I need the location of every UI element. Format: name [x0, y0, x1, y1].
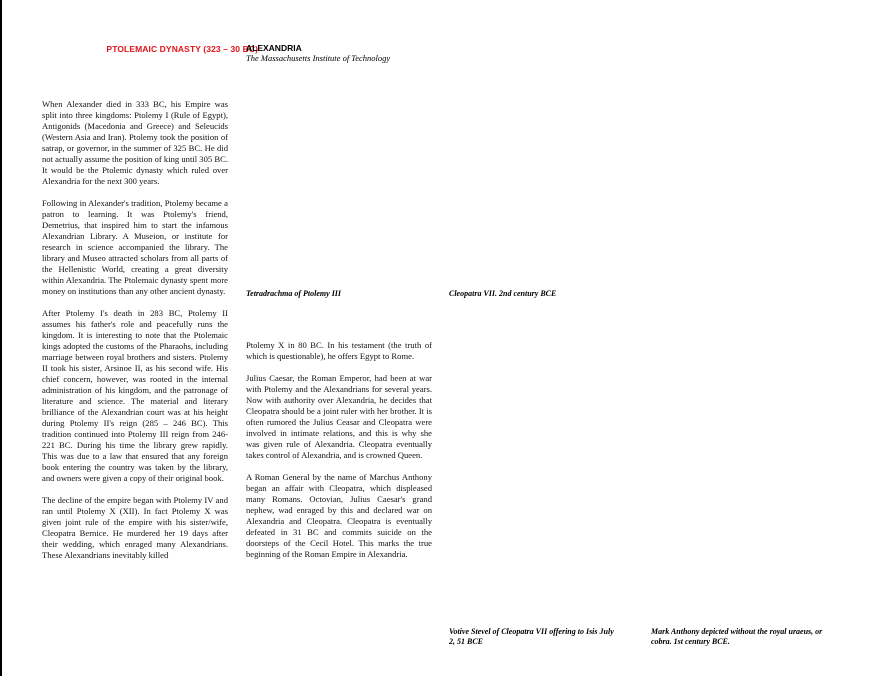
caption-tetradrachma: Tetradrachma of Ptolemy III — [246, 289, 342, 298]
paragraph: The decline of the empire began with Ptolemy IV and ran until Ptolemy X (XII). In fact Ptolemy X was given joint rule of the empire with his sister/wife, Cleopatra Bernice. He murdered her 19 days after their wedding, which enraged many Alexandrians. These Alexandrians inevitably killed — [42, 495, 228, 560]
paragraph: Following in Alexander's tradition, Ptolemy became a patron to learning. It was Ptolemy's friend, Demetrius, that inspired him to start the infamous Alexandrian Library. A Museion, or institute for research in science accompanied the library. The library and Museo attracted scholars from all parts of the Hellenistic World, creating a great diversity within Alexandria. The Ptolemaic dynasty spent more money on institutions than any other ancient dynasty. — [42, 198, 228, 296]
paragraph: A Roman General by the name of Marchus Anthony began an affair with Cleopatra, which displeased many Romans. Octovian, Julius Caesar's grand nephew, wad enraged by this and declared war on Alexandria and Cleopatra. Cleopatra is eventually defeated in 31 BC and commits suicide on the doorsteps of the Cecil Hotel. This marks the true beginning of the Roman Empire in Alexandria. — [246, 472, 432, 559]
document-subtitle: The Massachusetts Institute of Technology — [246, 53, 391, 63]
left-margin-rule — [0, 0, 2, 676]
column-middle — [246, 340, 432, 571]
document-title: ALEXANDRIA — [246, 43, 302, 53]
paragraph: After Ptolemy I's death in 283 BC, Ptolemy II assumes his father's role and peacefully runs the kingdom. It is interesting to note that the Ptolemaic kings adopted the customs of the Pharaohs, including marriage between royal brothers and sisters. Ptolemy II took his sister, Arsinoe II, as his second wife. His chief concern, however, was rooted in the internal administration of his kingdom, and the patronage of literature and science. The material and literary brilliance of the Alexandrian court was at his height during Ptolemy II's reign (285 – 246 BC). This tradition continued into Ptolemy III reign from 246-221 BC. During his time the library grew rapidly. This was due to a law that ensured that any foreign book entering the country was taken by the library, and owners were given a copy of their original book. — [42, 308, 228, 483]
caption-votive-stele: Votive Stevel of Cleopatra VII offering to Isis July 2, 51 BCE — [449, 627, 614, 646]
section-title: PTOLEMAIC DYNASTY (323 – 30 BC) — [106, 44, 258, 54]
caption-cleopatra: Cleopatra VII. 2nd century BCE — [449, 289, 557, 298]
caption-mark-anthony: Mark Anthony depicted without the royal uraeus, or cobra. 1st century BCE. — [651, 627, 823, 646]
paragraph: Julius Caesar, the Roman Emperor, had been at war with Ptolemy and the Alexandrians for several years. Now with authority over Alexandria, he decides that Cleopatra should be a joint ruler with her brother. It is often rumored the Julius Ceasar and Cleopatra were involved in intimate relations, and this is why she was given rule of Alexandria. Cleopatra eventually takes control of Alexandria, and is crowned Queen. — [246, 373, 432, 460]
paragraph: Ptolemy X in 80 BC. In his testament (the truth of which is questionable), he offers Egypt to Rome. — [246, 340, 432, 361]
paragraph: When Alexander died in 333 BC, his Empire was split into three kingdoms: Ptolemy I (Rule of Egypt), Antigonids (Macedonia and Greece) and Seleucids (Western Asia and Iran). Ptolemy took the position of satrap, or governor, in the summer of 325 BC. He did not actually assume the position of king until 305 BC. It would be the Ptolemic dynasty which ruled over Alexandria for the next 300 years. — [42, 99, 228, 186]
column-left — [42, 99, 228, 572]
